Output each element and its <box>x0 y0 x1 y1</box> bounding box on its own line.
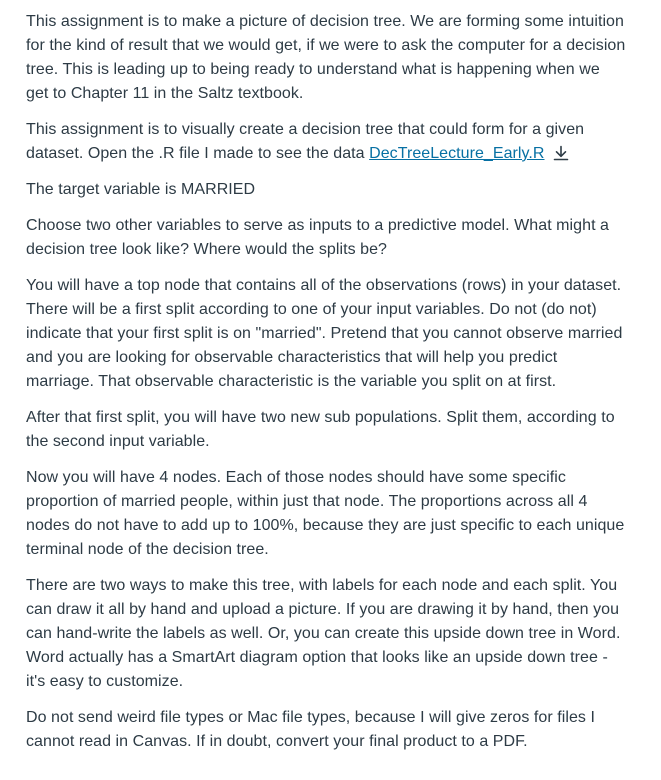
r-file-link[interactable]: DecTreeLecture_Early.R <box>369 145 545 162</box>
file-types-paragraph: Do not send weird file types or Mac file types, because I will give zeros for files I cannot read in Canvas. If in doubt, convert your final product to a PDF. <box>26 709 595 750</box>
dataset-paragraph-text: This assignment is to visually create a decision tree that could form for a given dataset. Open the .R file I made to see the data <box>26 121 585 162</box>
dataset-paragraph <box>26 118 626 166</box>
assignment-description <box>26 10 626 766</box>
intro-paragraph: This assignment is to make a picture of decision tree. We are forming some intuition for the kind of result that we would get, if we were to ask the computer for a decision tree. This is leading up to being ready to understand what is happening when we get to Chapter 11 in the Saltz textbook. <box>26 13 626 102</box>
download-icon[interactable] <box>553 145 569 161</box>
choose-variables-paragraph: Choose two other variables to serve as inputs to a predictive model. What might a decision tree look like? Where would the splits be? <box>26 217 610 258</box>
four-nodes-paragraph: Now you will have 4 nodes. Each of those nodes should have some specific proportion of married people, within just that node. The proportions across all 4 nodes do not have to add up to 100%, because they are just specific to each unique terminal node of the decision tree. <box>26 469 625 558</box>
top-node-paragraph: You will have a top node that contains all of the observations (rows) in your dataset. There will be a first split according to one of your input variables. Do not (do not) indicate that your first split is on "married". Pretend that you cannot observe married and you are looking for observable characteristics that will help you predict marriage. That observable characteristic is the variable you split on at first. <box>26 277 623 390</box>
target-variable-paragraph: The target variable is MARRIED <box>26 181 256 198</box>
how-to-make-tree-paragraph: There are two ways to make this tree, with labels for each node and each split. You can draw it all by hand and upload a picture. If you are drawing it by hand, then you can hand-write the labels as well. Or, you can create this upside down tree in Word. Word actually has a SmartArt diagram option that looks like an upside down tree - it's easy to customize. <box>26 577 621 690</box>
second-split-paragraph: After that first split, you will have two new sub populations. Split them, according to the second input variable. <box>26 409 615 450</box>
